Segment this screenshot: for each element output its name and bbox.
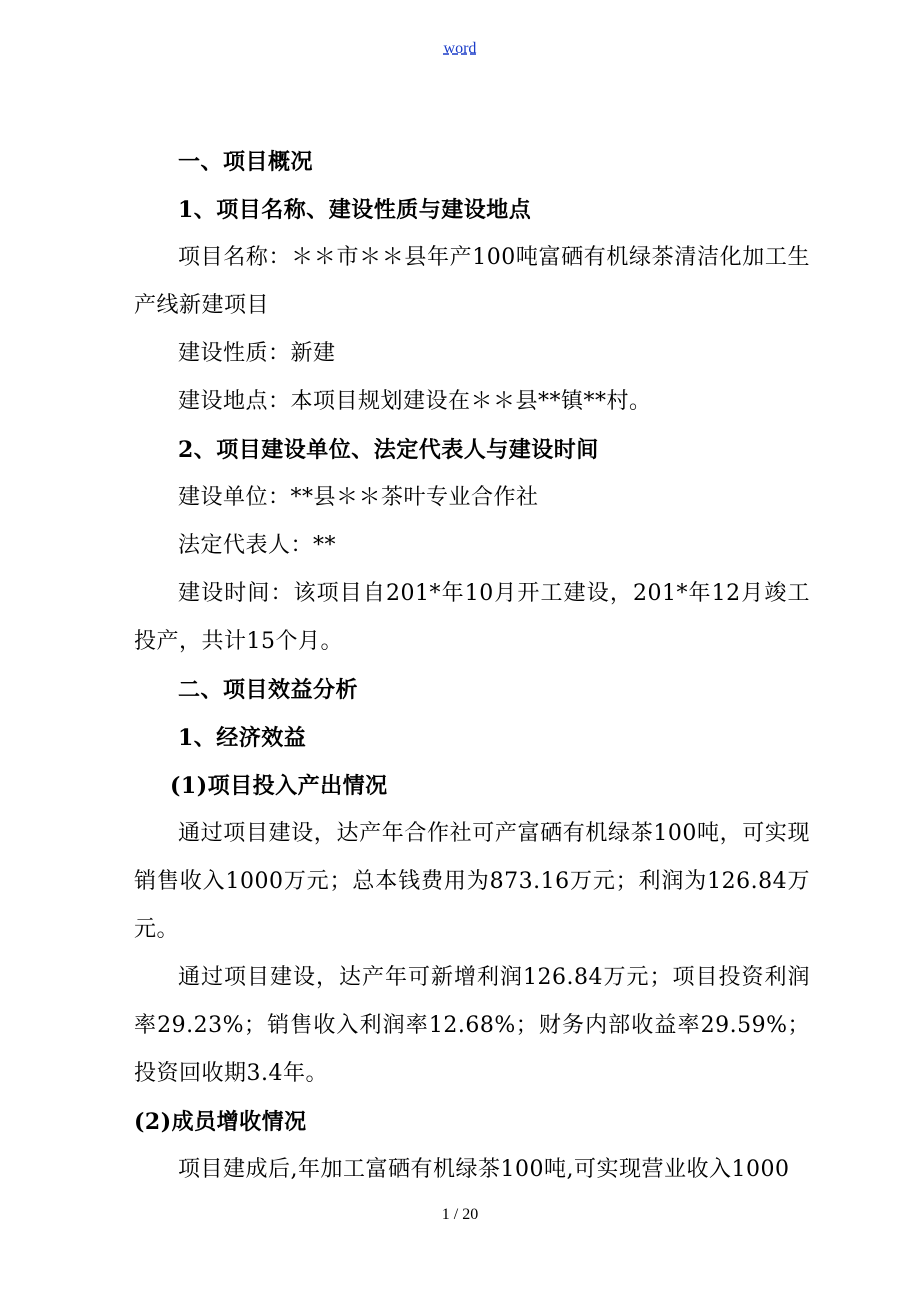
section-2-1-heading: 1、经济效益 bbox=[178, 725, 307, 751]
section-2-1-2-heading: (2)成员增收情况 bbox=[134, 1109, 307, 1135]
member-income-paragraph: 项目建成后,年加工富硒有机绿茶100吨,可实现营业收入1000 bbox=[178, 1157, 790, 1182]
construction-unit-paragraph: 建设单位：**县＊＊茶叶专业合作社 bbox=[178, 485, 539, 510]
input-output-paragraph-2: 通过项目建设，达产年可新增利润126.84万元；项目投资利润率29.23%；销售收入利润率12.68%；财务内部收益率29.59%；投资回收期3.4年。 bbox=[134, 965, 810, 1086]
document-body bbox=[134, 138, 810, 1194]
section-1-heading: 一、项目概况 bbox=[178, 149, 314, 175]
section-2-heading: 二、项目效益分析 bbox=[178, 677, 359, 703]
section-1-2-heading: 2、项目建设单位、法定代表人与建设时间 bbox=[178, 437, 599, 463]
project-nature-paragraph: 建设性质：新建 bbox=[178, 341, 336, 366]
section-1-1-heading: 1、项目名称、建设性质与建设地点 bbox=[178, 197, 532, 223]
project-location-paragraph: 建设地点：本项目规划建设在＊＊县**镇**村。 bbox=[178, 389, 652, 414]
header-word-link[interactable]: word bbox=[443, 40, 477, 57]
page-number: 1 / 20 bbox=[441, 1206, 479, 1223]
section-2-1-1-heading: (1)项目投入产出情况 bbox=[170, 773, 388, 799]
project-name-paragraph: 项目名称：＊＊市＊＊县年产100吨富硒有机绿茶清洁化加工生产线新建项目 bbox=[134, 245, 810, 318]
input-output-paragraph-1: 通过项目建设，达产年合作社可产富硒有机绿茶100吨，可实现销售收入1000万元；总本钱费用为873.16万元；利润为126.84万元。 bbox=[134, 821, 810, 942]
construction-time-paragraph: 建设时间：该项目自201*年10月开工建设，201*年12月竣工投产，共计15个月。 bbox=[134, 581, 810, 654]
legal-representative-paragraph: 法定代表人：** bbox=[178, 533, 337, 558]
